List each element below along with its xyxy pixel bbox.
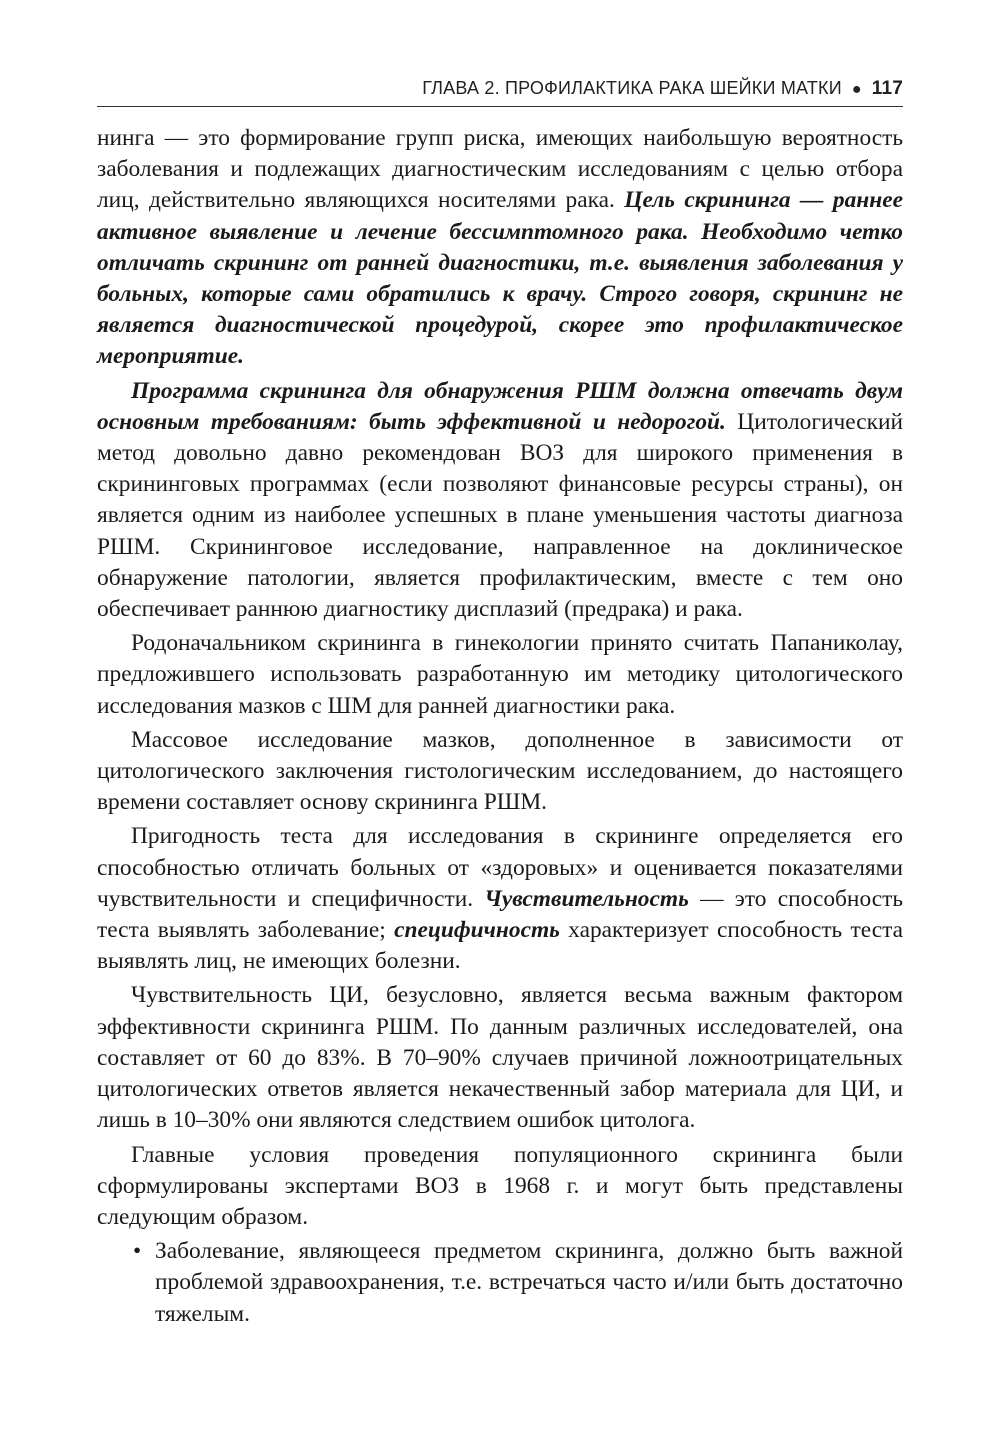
paragraph xyxy=(97,821,903,977)
paragraph xyxy=(97,376,903,626)
paragraph xyxy=(97,628,903,722)
paragraph-text: Чувствительность ЦИ, безусловно, является весьма важным фактором эффективности скрининга РШМ. По данным различных исследователей, она составляет от 60 до 83%. В 70–90% случаев причиной ложноотрицательных цитологических ответов является некачественный забор материала для ЦИ, и лишь в 10–30% они являются следствием ошибок цитолога. xyxy=(97,982,903,1134)
paragraph-text: Цитологический метод довольно давно рекомендован ВОЗ для широкого применения в скрининговых программах (если позволяют финансовые ресурсы страны), он является одним из наиболее успешных в плане уменьшения частоты диагноза РШМ. Скрининговое исследование, направленное на доклиническое обнаружение патологии, является профилактическим, вместе с тем оно обеспечивает раннюю диагностику дисплазий (предрака) и рака. xyxy=(97,408,903,623)
paragraph-text: Главные условия проведения популяционного скрининга были сформулированы экспертами ВОЗ в 1968 г. и могут быть представлены следующим образом. xyxy=(97,1141,903,1230)
running-header xyxy=(97,78,903,107)
paragraph xyxy=(97,980,903,1136)
chapter-title: ГЛАВА 2. ПРОФИЛАКТИКА РАКА ШЕЙКИ МАТКИ xyxy=(422,78,842,98)
emphasis-text: Программа скрининга для обнаружения РШМ должна отвечать двум основным требованиям: быть эффективной и недорогой. xyxy=(97,377,903,435)
emphasis-text: Цель скрининга — раннее активное выявление и лечение бессимптомного рака. Необходимо четко отличать скрининг от ранней диагностики, т.е. выявления заболевания у больных, которые сами обратились к врачу. Строго говоря, скрининг не является диагностической процедурой, скорее это профилактическое мероприятие. xyxy=(97,187,903,370)
bullet-list xyxy=(97,1236,903,1330)
term-specificity: специфичность xyxy=(394,917,560,944)
header-bullet-icon: ● xyxy=(851,81,862,98)
paragraph-text: нинга — это формирование групп риска, имеющих наибольшую вероятность заболевания и подлежащих диагностическим исследованиям с целью отбора лиц, действительно являющихся носителями рака. xyxy=(97,125,903,214)
paragraph xyxy=(97,123,903,373)
paragraph xyxy=(97,725,903,819)
page-number: 117 xyxy=(871,78,903,99)
paragraph-text: Пригодность теста для исследования в скрининге определяется его способностью отличать больных от «здоровых» и оценивается показателями чувствительности и специфичности. xyxy=(97,823,903,912)
paragraph xyxy=(97,1140,903,1234)
body-text xyxy=(97,123,903,1330)
document-page xyxy=(97,78,903,1330)
list-item: • Заболевание, являющееся предметом скрининга, должно быть важной проблемой здравоохранения, т.е. встречаться часто и/или быть достаточно тяжелым. xyxy=(97,1236,903,1330)
paragraph-text: — это способность теста выявлять заболевание; xyxy=(97,885,903,944)
paragraph-text: Родоначальником скрининга в гинекологии принято считать Папаниколау, предложившего использовать разработанную им методику цитологического исследования мазков с ШМ для ранней диагностики рака. xyxy=(97,630,903,719)
paragraph-text: характеризует способность теста выявлять лиц, не имеющих болезни. xyxy=(97,917,904,975)
term-sensitivity: Чувствительность xyxy=(484,885,689,912)
paragraph-text: Массовое исследование мазков, дополненное в зависимости от цитологического заключения гистологическим исследованием, до настоящего времени составляет основу скрининга РШМ. xyxy=(97,726,903,816)
